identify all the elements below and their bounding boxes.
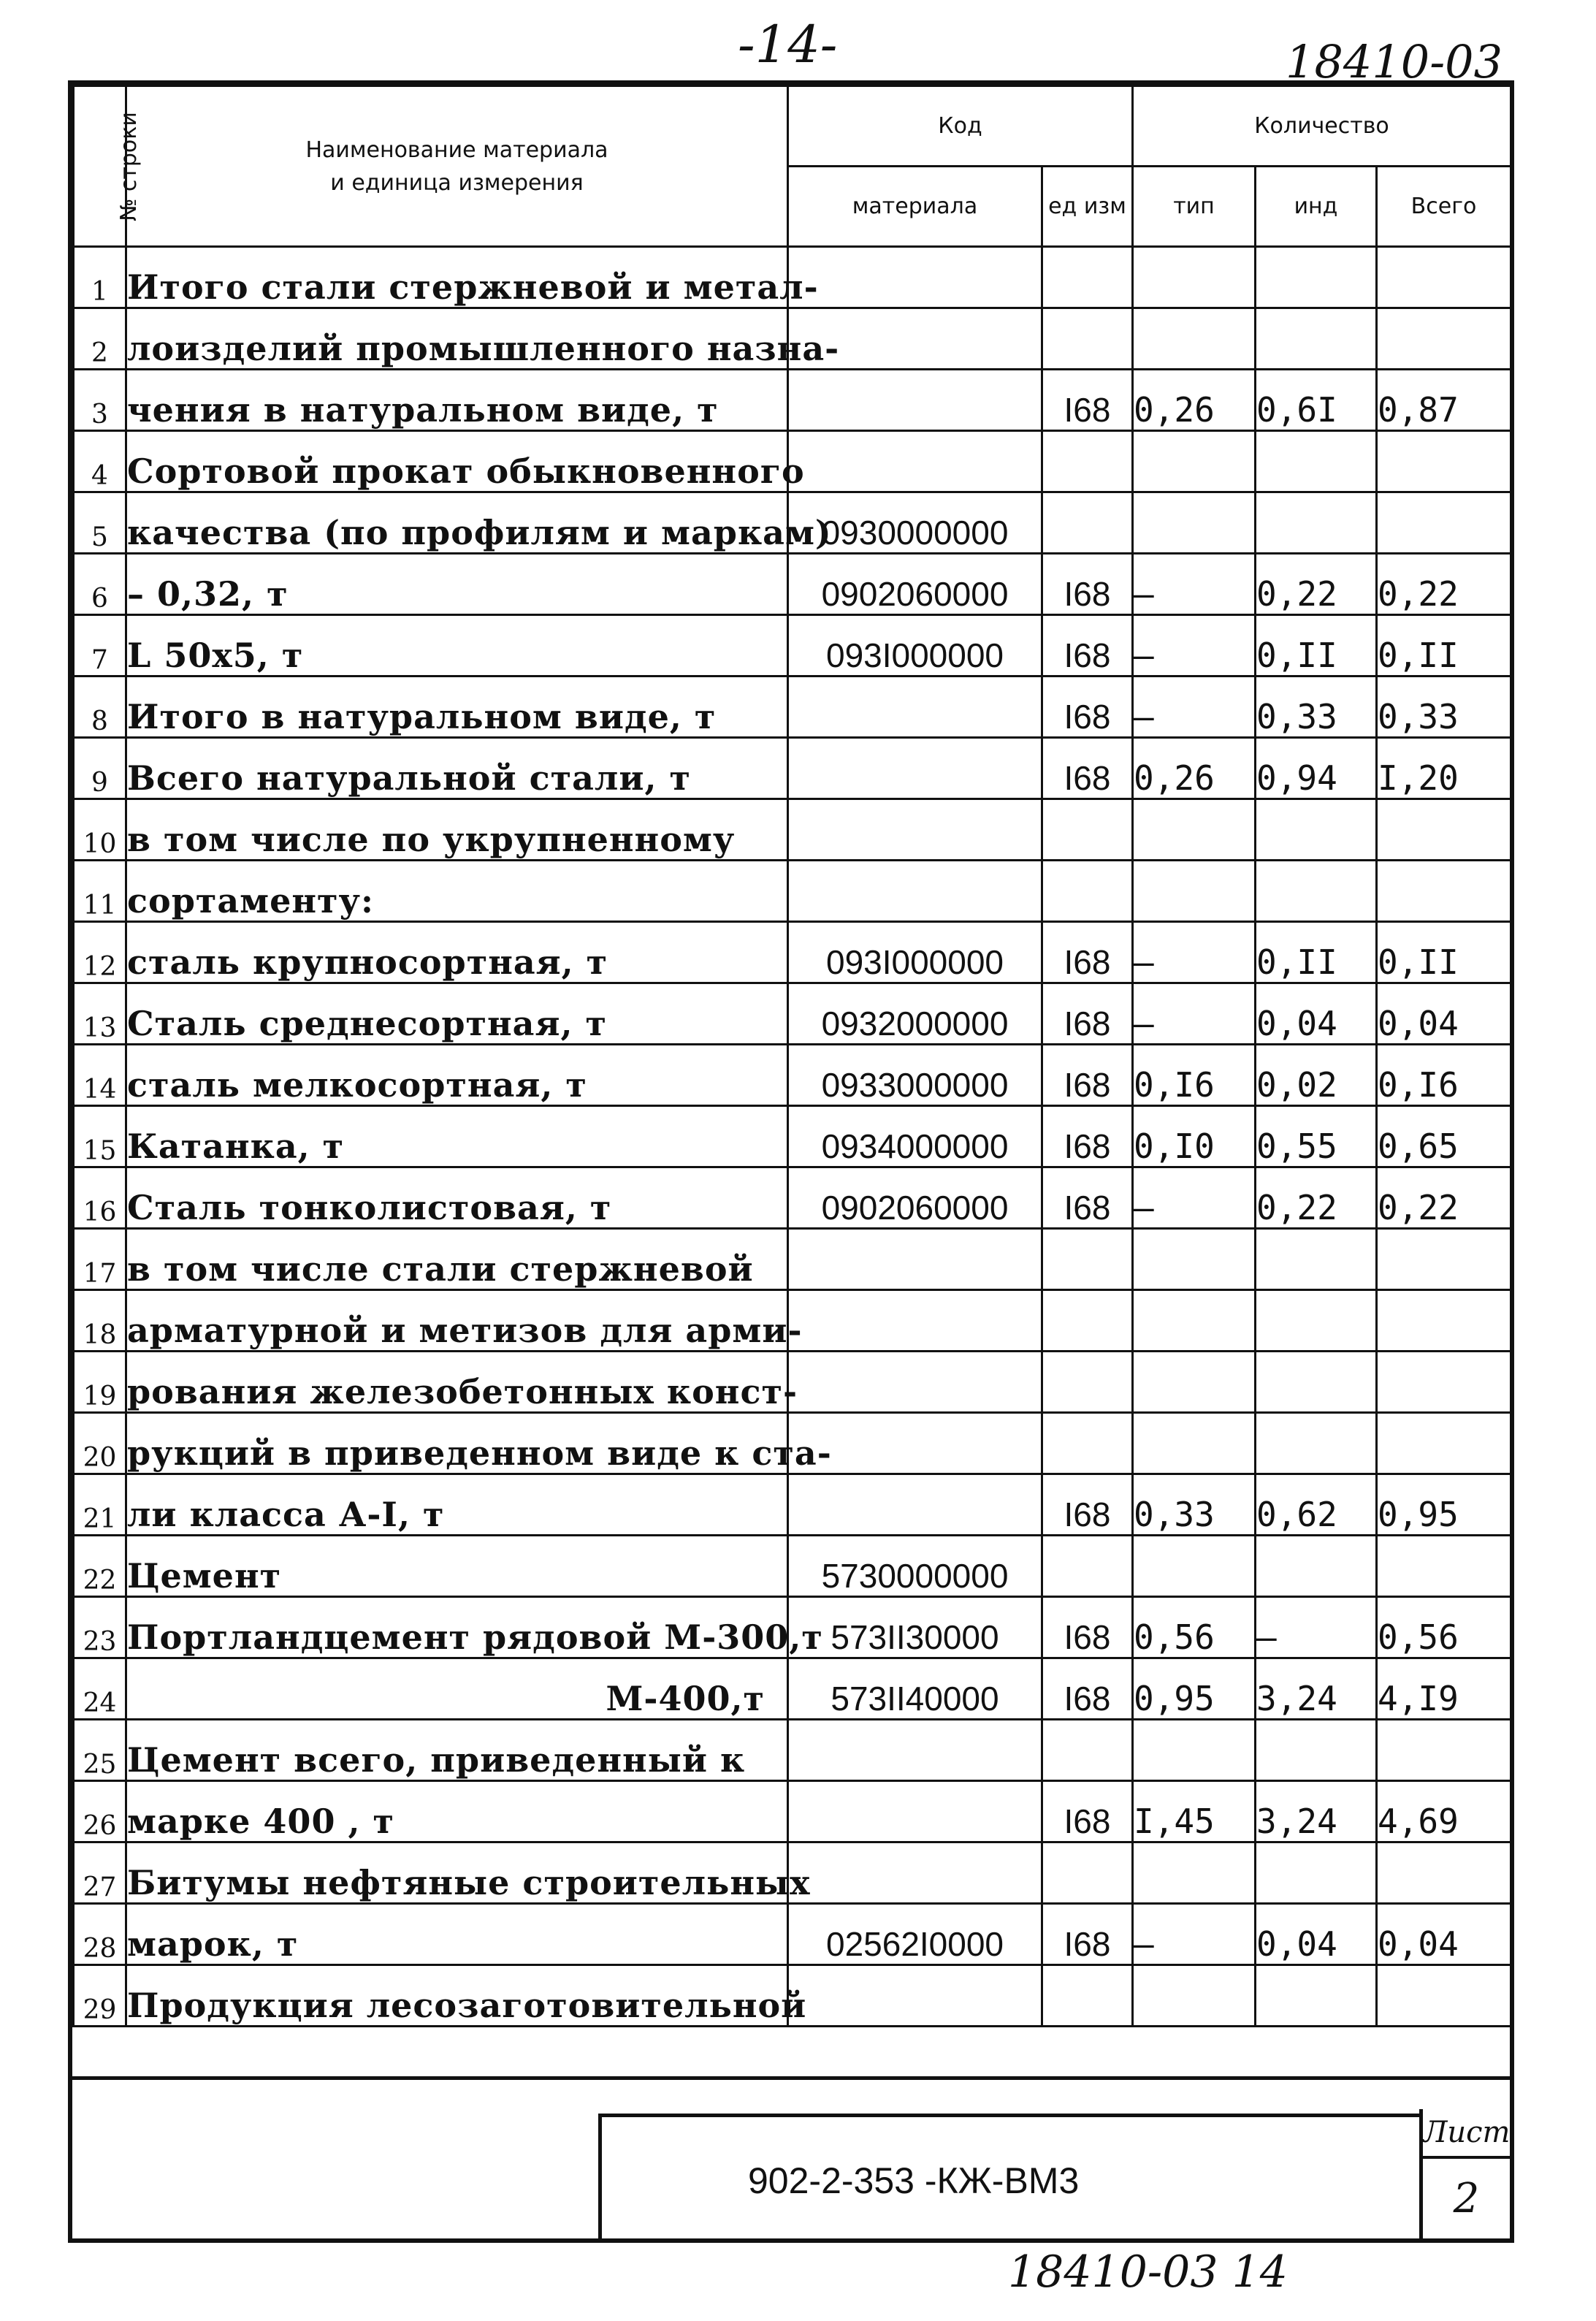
table-row [74, 1413, 1511, 1474]
material-code-cell: 0934000000 [788, 1106, 1042, 1167]
qty-total-cell [1377, 308, 1511, 370]
row-number-cell: 17 [74, 1229, 126, 1290]
table-row [74, 492, 1511, 554]
row-number-cell: 24 [74, 1658, 126, 1720]
row-number-header: № строки [74, 86, 126, 247]
unit-code-cell [1042, 1352, 1133, 1413]
material-name-cell: Сортовой прокат обыкновенного [126, 431, 788, 492]
table-row [74, 1597, 1511, 1658]
qty-ind-cell [1256, 1413, 1377, 1474]
table-row [74, 308, 1511, 370]
qty-ind-cell: – [1256, 1597, 1377, 1658]
qty-ind-cell [1256, 431, 1377, 492]
table-row [74, 922, 1511, 983]
material-code-cell [788, 1229, 1042, 1290]
table-row [74, 1352, 1511, 1413]
table-row [74, 247, 1511, 308]
material-name-cell: Итого в натуральном виде, т [126, 677, 788, 738]
unit-code-cell: I68 [1042, 1658, 1133, 1720]
qty-total-cell: 0,II [1377, 922, 1511, 983]
qty-total-cell: 0,87 [1377, 370, 1511, 431]
row-number-cell: 23 [74, 1597, 126, 1658]
qty-total-cell: 0,04 [1377, 983, 1511, 1045]
row-number-cell: 5 [74, 492, 126, 554]
total-header: Всего [1377, 167, 1511, 247]
material-name-cell: Цемент [126, 1536, 788, 1597]
table-row [74, 1290, 1511, 1352]
unit-code-cell: I68 [1042, 1781, 1133, 1842]
qty-typ-cell: – [1133, 554, 1256, 615]
material-name-cell: ли класса А-I, т [126, 1474, 788, 1536]
material-name-cell: рования железобетонных конст- [126, 1352, 788, 1413]
qty-total-cell: 0,33 [1377, 677, 1511, 738]
unit-code-cell [1042, 431, 1133, 492]
table-row [74, 1045, 1511, 1106]
material-code-cell [788, 370, 1042, 431]
table-row [74, 1842, 1511, 1904]
qty-typ-cell [1133, 861, 1256, 922]
material-name-cell: в том числе стали стержневой [126, 1229, 788, 1290]
unit-code-cell [1042, 1413, 1133, 1474]
row-number-cell: 11 [74, 861, 126, 922]
qty-ind-cell [1256, 1720, 1377, 1781]
row-number-cell: 14 [74, 1045, 126, 1106]
material-code-cell [788, 799, 1042, 861]
qty-ind-cell [1256, 492, 1377, 554]
materials-table [72, 85, 1512, 2027]
qty-typ-cell: – [1133, 1167, 1256, 1229]
page-number: -14- [738, 15, 838, 75]
unit-code-cell: I68 [1042, 1045, 1133, 1106]
qty-ind-cell [1256, 1842, 1377, 1904]
unit-code-cell [1042, 308, 1133, 370]
qty-typ-cell: 0,56 [1133, 1597, 1256, 1658]
table-row [74, 738, 1511, 799]
qty-ind-cell [1256, 1352, 1377, 1413]
qty-typ-cell [1133, 799, 1256, 861]
material-code-cell [788, 1965, 1042, 2027]
unit-code-cell: I68 [1042, 370, 1133, 431]
material-name-cell: рукций в приведенном виде к ста- [126, 1413, 788, 1474]
table-row [74, 1229, 1511, 1290]
qty-total-cell [1377, 1352, 1511, 1413]
qty-ind-cell: 0,II [1256, 615, 1377, 677]
qty-total-cell: 0,65 [1377, 1106, 1511, 1167]
material-code-cell [788, 861, 1042, 922]
row-number-cell: 20 [74, 1413, 126, 1474]
material-name-cell: Битумы нефтяные строительных [126, 1842, 788, 1904]
qty-typ-cell: 0,I0 [1133, 1106, 1256, 1167]
qty-typ-cell [1133, 1536, 1256, 1597]
qty-ind-cell [1256, 1965, 1377, 2027]
material-name-cell: сталь мелкосортная, т [126, 1045, 788, 1106]
table-row [74, 1536, 1511, 1597]
material-name-cell: Портландцемент рядовой М-300,т [126, 1597, 788, 1658]
material-code-cell: 0902060000 [788, 1167, 1042, 1229]
qty-ind-cell: 0,II [1256, 922, 1377, 983]
qty-total-cell: 0,95 [1377, 1474, 1511, 1536]
qty-total-cell: 4,69 [1377, 1781, 1511, 1842]
code-group-header: Код [788, 86, 1133, 167]
unit-code-cell: I68 [1042, 1106, 1133, 1167]
qty-ind-cell [1256, 1229, 1377, 1290]
qty-total-cell [1377, 1842, 1511, 1904]
title-block [72, 2076, 1510, 2238]
unit-code-cell: I68 [1042, 1167, 1133, 1229]
qty-total-cell [1377, 1536, 1511, 1597]
qty-total-cell [1377, 1413, 1511, 1474]
material-code-cell [788, 738, 1042, 799]
qty-total-cell [1377, 431, 1511, 492]
unit-code-cell [1042, 1965, 1133, 2027]
qty-ind-cell: 0,55 [1256, 1106, 1377, 1167]
drawing-code: 902-2-353 -КЖ-ВМ3 [748, 2160, 1080, 2201]
qty-ind-cell: 3,24 [1256, 1781, 1377, 1842]
row-number-cell: 3 [74, 370, 126, 431]
row-number-cell: 27 [74, 1842, 126, 1904]
material-code-cell: 0930000000 [788, 492, 1042, 554]
qty-typ-cell: – [1133, 1904, 1256, 1965]
unit-code-cell [1042, 1842, 1133, 1904]
qty-total-cell: 0,II [1377, 615, 1511, 677]
unit-code-cell: I68 [1042, 1597, 1133, 1658]
unit-code-cell [1042, 247, 1133, 308]
unit-code-cell: I68 [1042, 922, 1133, 983]
qty-typ-cell: 0,26 [1133, 370, 1256, 431]
qty-typ-cell: I,45 [1133, 1781, 1256, 1842]
row-number-cell: 2 [74, 308, 126, 370]
qty-total-cell: 0,04 [1377, 1904, 1511, 1965]
row-number-cell: 8 [74, 677, 126, 738]
qty-total-cell: 0,22 [1377, 554, 1511, 615]
qty-total-cell [1377, 1965, 1511, 2027]
material-code-cell: 093I000000 [788, 922, 1042, 983]
material-name-cell: марке 400 , т [126, 1781, 788, 1842]
qty-ind-cell [1256, 1290, 1377, 1352]
qty-typ-cell: 0,95 [1133, 1658, 1256, 1720]
unit-code-cell: I68 [1042, 738, 1133, 799]
material-name-cell: – 0,32, т [126, 554, 788, 615]
material-name-cell: Цемент всего, приведенный к [126, 1720, 788, 1781]
table-row [74, 1658, 1511, 1720]
material-code-cell: 573II40000 [788, 1658, 1042, 1720]
row-number-cell: 6 [74, 554, 126, 615]
qty-ind-cell [1256, 861, 1377, 922]
material-name-cell: Сталь среднесортная, т [126, 983, 788, 1045]
unit-code-cell [1042, 492, 1133, 554]
document-number-bottom: 18410-03 14 [1008, 2246, 1288, 2298]
row-number-cell: 15 [74, 1106, 126, 1167]
material-code-cell [788, 1842, 1042, 1904]
row-number-cell: 21 [74, 1474, 126, 1536]
row-number-cell: 4 [74, 431, 126, 492]
qty-typ-cell [1133, 1842, 1256, 1904]
material-name-cell: L 50x5, т [126, 615, 788, 677]
unit-code-cell [1042, 1536, 1133, 1597]
material-name-cell: сталь крупносортная, т [126, 922, 788, 983]
qty-typ-cell [1133, 1965, 1256, 2027]
document-number-top: 18410-03 [1286, 35, 1503, 88]
specification-sheet [68, 80, 1514, 2243]
table-row [74, 554, 1511, 615]
qty-ind-cell: 0,6I [1256, 370, 1377, 431]
qty-ind-cell: 0,94 [1256, 738, 1377, 799]
qty-typ-cell: – [1133, 983, 1256, 1045]
material-name-cell: марок, т [126, 1904, 788, 1965]
qty-ind-cell: 3,24 [1256, 1658, 1377, 1720]
qty-total-cell [1377, 1720, 1511, 1781]
ind-header: инд [1256, 167, 1377, 247]
qty-total-cell [1377, 1290, 1511, 1352]
row-number-cell: 22 [74, 1536, 126, 1597]
qty-typ-cell [1133, 1352, 1256, 1413]
row-number-cell: 25 [74, 1720, 126, 1781]
unit-code-cell [1042, 1290, 1133, 1352]
qty-total-cell: 0,22 [1377, 1167, 1511, 1229]
qty-ind-cell: 0,04 [1256, 983, 1377, 1045]
material-name-cell: в том числе по укрупненному [126, 799, 788, 861]
qty-total-cell: 0,56 [1377, 1597, 1511, 1658]
qty-ind-cell [1256, 1536, 1377, 1597]
table-row [74, 799, 1511, 861]
qty-total-cell [1377, 861, 1511, 922]
table-row [74, 1167, 1511, 1229]
unit-code-cell: I68 [1042, 1904, 1133, 1965]
qty-ind-cell: 0,22 [1256, 1167, 1377, 1229]
qty-typ-cell: 0,I6 [1133, 1045, 1256, 1106]
qty-typ-cell [1133, 1720, 1256, 1781]
material-code-cell: 573II30000 [788, 1597, 1042, 1658]
material-code-cell: 093I000000 [788, 615, 1042, 677]
sheet-box [1419, 2109, 1510, 2242]
unit-code-cell: I68 [1042, 677, 1133, 738]
qty-total-cell [1377, 492, 1511, 554]
qty-ind-cell: 0,04 [1256, 1904, 1377, 1965]
qty-ind-cell [1256, 247, 1377, 308]
material-code-cell [788, 431, 1042, 492]
unit-code-cell [1042, 799, 1133, 861]
material-code-cell [788, 1474, 1042, 1536]
material-code-cell: 0902060000 [788, 554, 1042, 615]
table-row [74, 615, 1511, 677]
qty-total-cell: I,20 [1377, 738, 1511, 799]
qty-ind-cell [1256, 799, 1377, 861]
material-code-header: материала [788, 167, 1042, 247]
table-row [74, 370, 1511, 431]
material-code-cell [788, 677, 1042, 738]
row-number-cell: 29 [74, 1965, 126, 2027]
table-row [74, 677, 1511, 738]
unit-code-cell: I68 [1042, 983, 1133, 1045]
material-code-cell: 0933000000 [788, 1045, 1042, 1106]
material-code-cell: 0932000000 [788, 983, 1042, 1045]
quantity-group-header: Количество [1133, 86, 1511, 167]
material-name-cell: М-400,т [126, 1658, 788, 1720]
unit-code-cell: I68 [1042, 554, 1133, 615]
material-code-cell [788, 1352, 1042, 1413]
qty-typ-cell [1133, 1229, 1256, 1290]
row-number-cell: 10 [74, 799, 126, 861]
material-name-cell: сортаменту: [126, 861, 788, 922]
qty-typ-cell [1133, 308, 1256, 370]
qty-typ-cell: 0,26 [1133, 738, 1256, 799]
row-number-cell: 18 [74, 1290, 126, 1352]
qty-total-cell [1377, 247, 1511, 308]
material-name-cell: арматурной и метизов для арми- [126, 1290, 788, 1352]
qty-ind-cell: 0,22 [1256, 554, 1377, 615]
row-number-cell: 26 [74, 1781, 126, 1842]
qty-total-cell: 4,I9 [1377, 1658, 1511, 1720]
qty-ind-cell: 0,02 [1256, 1045, 1377, 1106]
material-name-cell: качества (по профилям и маркам) [126, 492, 788, 554]
qty-ind-cell: 0,33 [1256, 677, 1377, 738]
material-name-cell: Продукция лесозаготовительной [126, 1965, 788, 2027]
table-row [74, 1781, 1511, 1842]
material-name-cell: Итого стали стержневой и метал- [126, 247, 788, 308]
row-number-cell: 1 [74, 247, 126, 308]
row-number-cell: 19 [74, 1352, 126, 1413]
material-code-cell [788, 1290, 1042, 1352]
row-number-cell: 16 [74, 1167, 126, 1229]
material-code-cell: 5730000000 [788, 1536, 1042, 1597]
qty-total-cell: 0,I6 [1377, 1045, 1511, 1106]
material-name-cell: Сталь тонколистовая, т [126, 1167, 788, 1229]
qty-typ-cell [1133, 247, 1256, 308]
material-name-cell: Всего натуральной стали, т [126, 738, 788, 799]
qty-typ-cell: – [1133, 615, 1256, 677]
material-code-cell [788, 1720, 1042, 1781]
unit-code-cell: I68 [1042, 615, 1133, 677]
qty-typ-cell [1133, 1413, 1256, 1474]
table-row [74, 983, 1511, 1045]
title-block-main [598, 2114, 1419, 2242]
qty-ind-cell: 0,62 [1256, 1474, 1377, 1536]
material-name-cell: чения в натуральном виде, т [126, 370, 788, 431]
qty-ind-cell [1256, 308, 1377, 370]
qty-typ-cell [1133, 431, 1256, 492]
row-number-cell: 9 [74, 738, 126, 799]
qty-typ-cell: – [1133, 677, 1256, 738]
qty-typ-cell [1133, 1290, 1256, 1352]
material-name-cell: лоизделий промышленного назна- [126, 308, 788, 370]
row-number-cell: 12 [74, 922, 126, 983]
table-row [74, 1106, 1511, 1167]
unit-header: ед изм [1042, 167, 1133, 247]
qty-typ-cell: 0,33 [1133, 1474, 1256, 1536]
row-number-cell: 13 [74, 983, 126, 1045]
qty-typ-cell [1133, 492, 1256, 554]
table-row [74, 861, 1511, 922]
table-row [74, 1720, 1511, 1781]
unit-code-cell [1042, 861, 1133, 922]
qty-total-cell [1377, 1229, 1511, 1290]
qty-typ-cell: – [1133, 922, 1256, 983]
row-number-cell: 7 [74, 615, 126, 677]
material-name-header: Наименование материала и единица измерения [126, 86, 788, 247]
material-code-cell [788, 1781, 1042, 1842]
unit-code-cell: I68 [1042, 1474, 1133, 1536]
typ-header: тип [1133, 167, 1256, 247]
material-code-cell: 02562I0000 [788, 1904, 1042, 1965]
sheet-label: Лист [1423, 2109, 1510, 2159]
table-row [74, 1904, 1511, 1965]
table-row [74, 1474, 1511, 1536]
row-number-cell: 28 [74, 1904, 126, 1965]
unit-code-cell [1042, 1229, 1133, 1290]
unit-code-cell [1042, 1720, 1133, 1781]
material-name-cell: Катанка, т [126, 1106, 788, 1167]
table-row [74, 1965, 1511, 2027]
sheet-number: 2 [1453, 2175, 1480, 2222]
table-row [74, 431, 1511, 492]
qty-total-cell [1377, 799, 1511, 861]
material-code-cell [788, 247, 1042, 308]
